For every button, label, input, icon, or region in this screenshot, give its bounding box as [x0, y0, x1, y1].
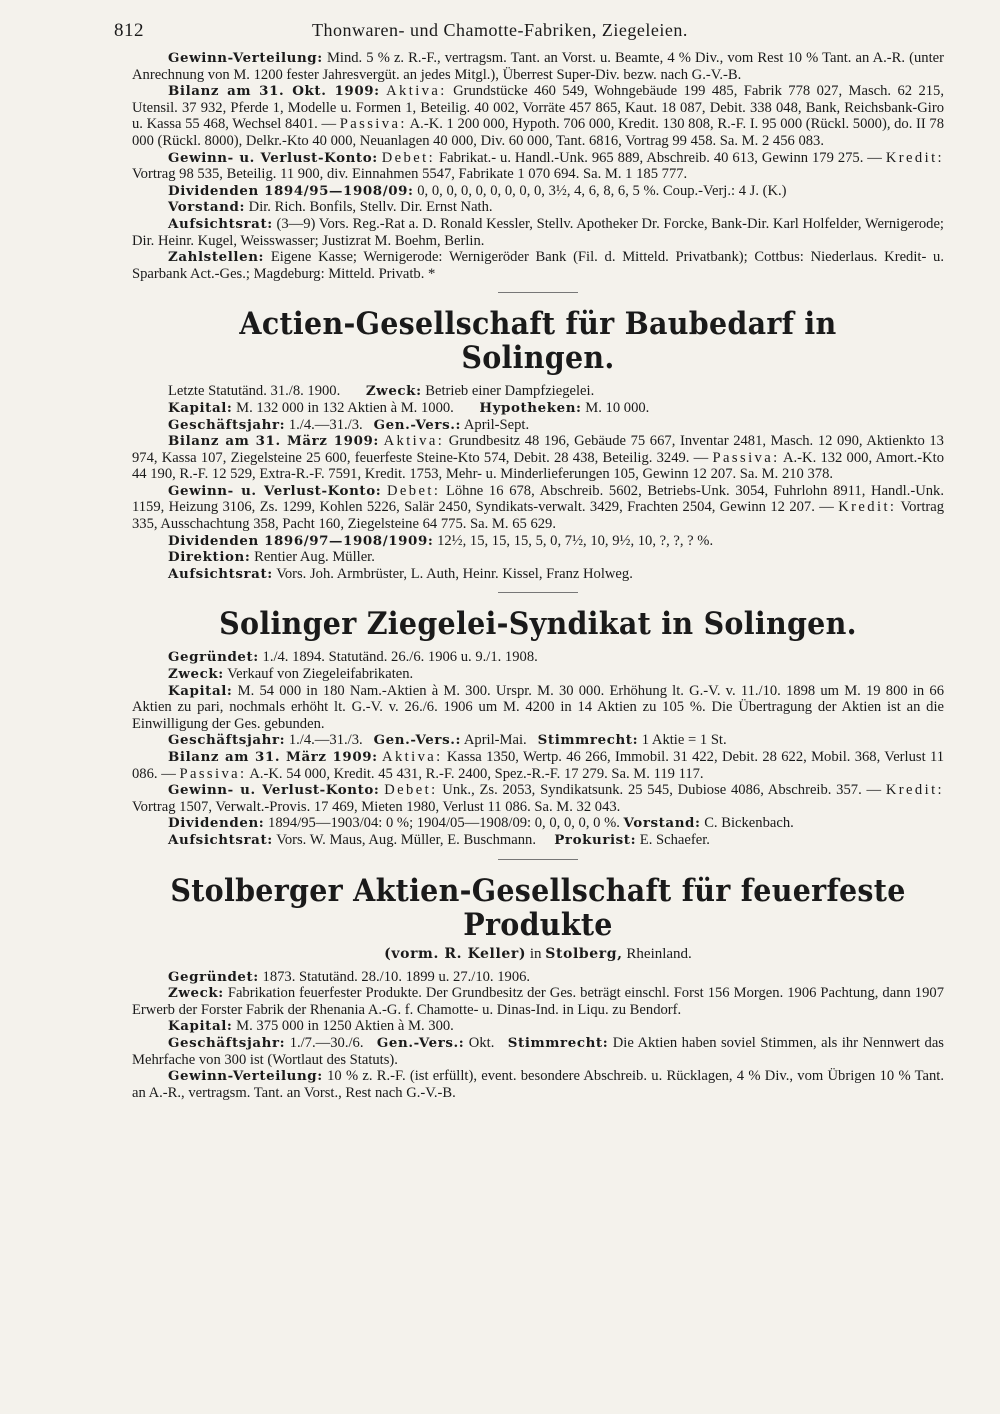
bilanz: Bilanz am 31. Okt. 1909: Aktiva: Grundstücke 460 549, Wohngebäude 199 485, Fabrik 778 027, Masch. 62 215, Utensil. 37 932, Pferde 1, Modelle u. Formen 1, Beteilig. 40 002, Vorräte 457 865, Kaut. 18 087, Debit. 338 048, Bank, Reichsbank-Giro u. Kassa 55 468, Wechsel 8401. — Passiva: A.-K. 1 200 000, Hypoth. 706 000, Kredit. 130 808, R.-F. I. 95 000 (Rückl. 5000), do. II 78 000 (Rückl. 8000), Delkr.-Kto 40 000, Neuanlagen 40 000, Div. 60 000, Tant. 6816, Vortrag 99 458. Sa. M. 2 456 083.: [132, 83, 944, 149]
vorstand: Vorstand: Dir. Rich. Bonfils, Stellv. Dir. Ernst Nath.: [168, 199, 493, 216]
geschaeftsjahr: Geschäftsjahr: 1./4.—31./3. Gen.-Vers.: April-Sept.: [168, 416, 530, 433]
dividenden: Dividenden 1894/95—1908/09: 0, 0, 0, 0, 0, 0, 0, 0, 0, 3½, 4, 6, 8, 6, 5 %. Coup.-Verj.: 4 J. (K.): [168, 182, 787, 199]
entry-baubedarf-solingen: [132, 307, 944, 582]
gewinn-verteilung: Gewinn-Verteilung: Mind. 5 % z. R.-F., vertragsm. Tant. an Vorst. u. Beamte, 4 % Div., vom Rest 10 % Tant. an A.-R. (unter Anrechnung von M. 1200 fester Jahresvergüt. an jedes Mitgl.), Überrest Super-Div. bezw. nach G.-V.-B.: [132, 50, 944, 83]
bilanz: Bilanz am 31. März 1909: Aktiva: Grundbesitz 48 196, Gebäude 75 667, Inventar 2481, Masch. 12 090, Aktienkto 13 974, Kassa 107, Ziegelsteine 25 600, feuerfeste Steine-Kto 574, Debit. 28 438, Beteilig. 3249. — Passiva: A.-K. 132 000, Amort.-Kto 44 190, R.-F. 12 529, Extra-R.-F. 7591, Kredit. 1753, Mehr- u. Minderlieferungen 105, Gewinn 12 207. Sa. M. 210 378.: [132, 433, 945, 483]
direktion: Direktion: Rentier Aug. Müller.: [168, 549, 375, 566]
geschaeftsjahr: Geschäftsjahr: 1./4.—31./3. Gen.-Vers.: April-Mai. Stimmrecht: 1 Aktie = 1 St.: [168, 732, 727, 749]
company-title: Stolberger Aktien-Gesellschaft für feuerfeste Produkte: [170, 872, 906, 943]
kapital: Kapital: M. 375 000 in 1250 Aktien à M. 300.: [168, 1018, 454, 1035]
zweck: Zweck: Fabrikation feuerfester Produkte. Der Grundbesitz der Ges. beträgt einschl. Forst 156 Morgen. 1906 Pachtung, dann 1907 Erwerb der Forster Fabrik der Rhenania A.-G. f. Chamotte- u. Dinas-Ind. in Liqu. zu Bendorf.: [132, 985, 944, 1018]
kapital: Kapital: M. 54 000 in 180 Nam.-Aktien à M. 300. Urspr. M. 30 000. Erhöhung lt. G.-V. v. 11./10. 1898 um M. 19 800 in 66 Aktien zu pari, nochmals erhöht lt. G.-V. v. 26./6. 1906 um M. 4200 in 14 Aktien zu 105 %. Die Übertragung der Aktien ist an die Einwilligung der Ges. gebunden.: [132, 682, 944, 732]
aufsichtsrat-prokurist: Aufsichtsrat: Vors. W. Maus, Aug. Müller, E. Buschmann. Prokurist: E. Schaefer.: [168, 831, 710, 848]
gewinn-verlust-konto: Gewinn- u. Verlust-Konto: Debet: Löhne 16 678, Abschreib. 5602, Betriebs-Unk. 3054, Fuhrlohn 8911, Handl.-Unk. 1159, Heizung 3106, Zs. 1299, Kohlen 5226, Salär 2450, Syndikats-verwalt. 3429, Frachten 2504, Gewinn 12 207. — Kredit: Vortrag 335, Ausschachtung 358, Pacht 160, Ziegelsteine 64 775. Sa. M. 65 629.: [132, 482, 945, 533]
section-divider: [498, 592, 578, 593]
aufsichtsrat: Aufsichtsrat: Vors. Joh. Armbrüster, L. Auth, Heinr. Kissel, Franz Holweg.: [168, 565, 633, 582]
geschaeftsjahr: Geschäftsjahr: 1./7.—30./6. Gen.-Vers.: Okt. Stimmrecht: Die Aktien haben soviel Stimmen, als ihr Nennwert das Mehrfache von 300 ist (Wortlaut des Statuts).: [132, 1034, 944, 1068]
dividenden: Dividenden 1896/97—1908/1909: 12½, 15, 15, 15, 5, 0, 7½, 10, 9½, 10, ?, ?, ? %.: [168, 532, 714, 549]
section-divider: [498, 292, 578, 293]
gewinn-verlust-konto: Gewinn- u. Verlust-Konto: Debet: Unk., Zs. 2053, Syndikatsunk. 25 545, Dubiose 4086, Abschreib. 357. — Kredit: Vortrag 1507, Verwalt.-Provis. 17 469, Mieten 1980, Verlust 11 086. Sa. M. 32 043.: [132, 782, 944, 815]
bilanz: Bilanz am 31. März 1909: Aktiva: Kassa 1350, Wertp. 46 266, Immobil. 31 422, Debit. 28 622, Mobil. 368, Verlust 11 086. — Passiva: A.-K. 54 000, Kredit. 45 431, R.-F. 2400, Spez.-R.-F. 17 279. Sa. M. 119 117.: [132, 749, 944, 782]
running-title: Thonwaren- und Chamotte-Fabriken, Ziegeleien.: [312, 20, 688, 40]
zweck: Zweck: Verkauf von Ziegeleifabrikaten.: [168, 666, 414, 683]
gewinn-verteilung: Gewinn-Verteilung: 10 % z. R.-F. (ist erfüllt), event. besondere Abschreib. u. Rücklagen, 4 % Div., vom Übrigen 10 % Tant. an A.-R., vertragsm. Tant. an Vorst., Rest nach G.-V.-B.: [132, 1068, 944, 1101]
gewinn-verlust-konto: Gewinn- u. Verlust-Konto: Debet: Fabrikat.- u. Handl.-Unk. 965 889, Abschreib. 40 613, Gewinn 179 275. — Kredit: Vortrag 98 535, Beteilig. 11 900, div. Einnahmen 5547, Fabrikate 1 070 694. Sa. M. 1 185 777.: [132, 149, 944, 183]
running-header: [114, 14, 944, 50]
aufsichtsrat: Aufsichtsrat: (3—9) Vors. Reg.-Rat a. D. Ronald Kessler, Stellv. Apotheker Dr. Forcke, Bank-Dir. Karl Holfelder, Wernigerode; Dir. Heinr. Kugel, Weisswasser; Justizrat M. Boehm, Berlin.: [132, 215, 944, 249]
document-page: [114, 14, 945, 1101]
zahlstellen: Zahlstellen: Eigene Kasse; Wernigerode: Wernigeröder Bank (Fil. d. Mitteld. Privatbank); Cottbus: Niederlaus. Kredit- u. Sparbank Act.-Ges.; Magdeburg: Mitteld. Privatb. *: [132, 249, 944, 282]
page-number: 812: [114, 20, 144, 41]
kapital: Kapital: M. 132 000 in 132 Aktien à M. 1000. Hypotheken: M. 10 000.: [168, 399, 650, 416]
company-subtitle: (vorm. R. Keller) in Stolberg, Rheinland.: [384, 945, 692, 962]
gegruendet: Gegründet: 1./4. 1894. Statutänd. 26./6. 1906 u. 9./1. 1908.: [168, 649, 538, 666]
dividenden-vorstand: Dividenden: 1894/95—1903/04: 0 %; 1904/05—1908/09: 0, 0, 0, 0, 0 %. Vorstand: C. Bickenbach.: [168, 815, 794, 832]
section-divider: [498, 859, 578, 860]
entry-continued: [132, 50, 944, 282]
company-title: Solinger Ziegelei-Syndikat in Solingen.: [219, 606, 857, 643]
company-title: Actien-Gesellschaft für Baubedarf in Solingen.: [239, 306, 837, 377]
gegruendet: Gegründet: 1873. Statutänd. 28./10. 1899 u. 27./10. 1906.: [168, 968, 531, 985]
entry-stolberger-ag: [132, 874, 944, 1102]
entry-ziegelei-syndikat: [132, 607, 944, 848]
statut-zweck: Letzte Statutänd. 31./8. 1900. Zweck: Betrieb einer Dampfziegelei.: [168, 383, 595, 400]
